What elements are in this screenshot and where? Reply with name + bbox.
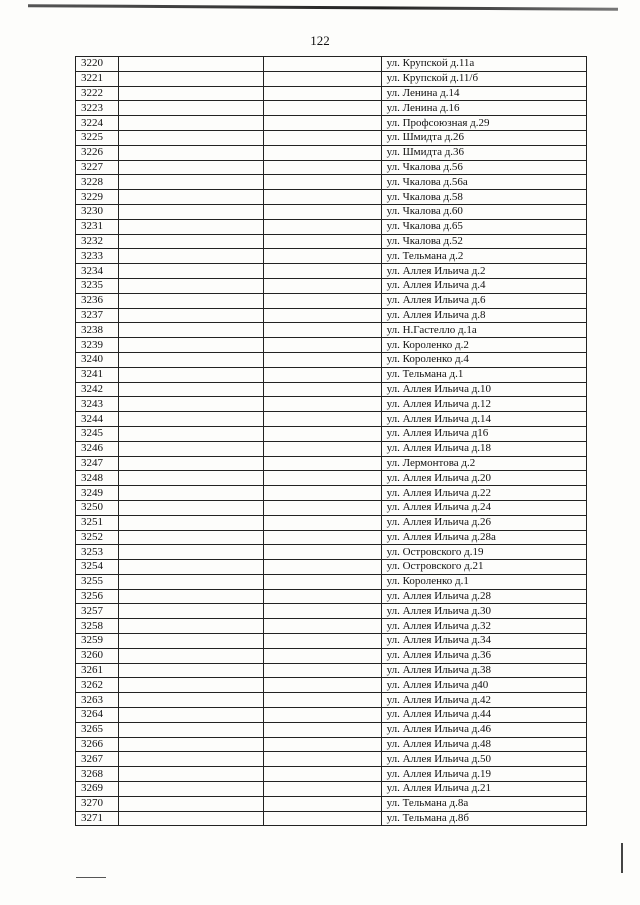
address-cell: ул. Аллея Ильича д.24 — [381, 500, 586, 515]
empty-cell — [119, 737, 264, 752]
empty-cell — [119, 500, 264, 515]
table-row — [76, 796, 587, 811]
table-row — [76, 737, 587, 752]
empty-cell — [119, 515, 264, 530]
empty-cell — [264, 204, 381, 219]
row-number-cell: 3268 — [76, 767, 119, 782]
address-cell: ул. Крупской д.11а — [381, 57, 586, 72]
table-row — [76, 367, 587, 382]
empty-cell — [119, 545, 264, 560]
row-number-cell: 3228 — [76, 175, 119, 190]
row-number-cell: 3233 — [76, 249, 119, 264]
empty-cell — [264, 352, 381, 367]
empty-cell — [264, 71, 381, 86]
empty-cell — [119, 752, 264, 767]
table-row — [76, 782, 587, 797]
empty-cell — [264, 737, 381, 752]
row-number-cell: 3232 — [76, 234, 119, 249]
empty-cell — [264, 486, 381, 501]
empty-cell — [119, 648, 264, 663]
empty-cell — [264, 293, 381, 308]
table-row — [76, 648, 587, 663]
table-row — [76, 752, 587, 767]
address-cell: ул. Профсоюзная д.29 — [381, 116, 586, 131]
address-cell: ул. Чкалова д.65 — [381, 219, 586, 234]
table-row — [76, 693, 587, 708]
empty-cell — [119, 308, 264, 323]
row-number-cell: 3264 — [76, 708, 119, 723]
empty-cell — [264, 574, 381, 589]
address-cell: ул. Аллея Ильича д.6 — [381, 293, 586, 308]
row-number-cell: 3252 — [76, 530, 119, 545]
row-number-cell: 3266 — [76, 737, 119, 752]
address-cell: ул. Чкалова д.56а — [381, 175, 586, 190]
empty-cell — [264, 145, 381, 160]
empty-cell — [264, 249, 381, 264]
table-row — [76, 130, 587, 145]
empty-cell — [119, 278, 264, 293]
empty-cell — [119, 811, 264, 826]
address-cell: ул. Аллея Ильича д.34 — [381, 634, 586, 649]
table-row — [76, 486, 587, 501]
row-number-cell: 3256 — [76, 589, 119, 604]
empty-cell — [264, 530, 381, 545]
empty-cell — [119, 397, 264, 412]
empty-cell — [119, 471, 264, 486]
empty-cell — [264, 722, 381, 737]
address-cell: ул. Крупской д.11/б — [381, 71, 586, 86]
empty-cell — [119, 352, 264, 367]
empty-cell — [119, 456, 264, 471]
empty-cell — [264, 308, 381, 323]
empty-cell — [119, 249, 264, 264]
row-number-cell: 3244 — [76, 412, 119, 427]
table-row — [76, 71, 587, 86]
address-cell: ул. Аллея Ильича д.42 — [381, 693, 586, 708]
empty-cell — [264, 456, 381, 471]
address-cell: ул. Аллея Ильича д.19 — [381, 767, 586, 782]
empty-cell — [264, 589, 381, 604]
row-number-cell: 3226 — [76, 145, 119, 160]
empty-cell — [264, 426, 381, 441]
row-number-cell: 3238 — [76, 323, 119, 338]
row-number-cell: 3271 — [76, 811, 119, 826]
address-cell: ул. Аллея Ильича д.32 — [381, 619, 586, 634]
empty-cell — [119, 530, 264, 545]
address-cell: ул. Аллея Ильича д.8 — [381, 308, 586, 323]
row-number-cell: 3261 — [76, 663, 119, 678]
empty-cell — [264, 796, 381, 811]
row-number-cell: 3263 — [76, 693, 119, 708]
address-cell: ул. Островского д.19 — [381, 545, 586, 560]
table-row — [76, 293, 587, 308]
row-number-cell: 3239 — [76, 338, 119, 353]
address-cell: ул. Аллея Ильича д.38 — [381, 663, 586, 678]
address-cell: ул. Шмидта д.26 — [381, 130, 586, 145]
table-row — [76, 722, 587, 737]
address-cell: ул. Аллея Ильича д.20 — [381, 471, 586, 486]
address-cell: ул. Тельмана д.1 — [381, 367, 586, 382]
table-row — [76, 545, 587, 560]
address-cell: ул. Аллея Ильича д.18 — [381, 441, 586, 456]
empty-cell — [119, 367, 264, 382]
empty-cell — [264, 619, 381, 634]
table-row — [76, 515, 587, 530]
address-cell: ул. Аллея Ильича д40 — [381, 678, 586, 693]
address-cell: ул. Чкалова д.56 — [381, 160, 586, 175]
scan-footer-mark — [76, 877, 106, 878]
empty-cell — [119, 426, 264, 441]
empty-cell — [119, 782, 264, 797]
empty-cell — [264, 634, 381, 649]
address-cell: ул. Островского д.21 — [381, 560, 586, 575]
row-number-cell: 3260 — [76, 648, 119, 663]
table-row — [76, 57, 587, 72]
empty-cell — [264, 441, 381, 456]
table-row — [76, 175, 587, 190]
address-cell: ул. Аллея Ильича д.10 — [381, 382, 586, 397]
row-number-cell: 3241 — [76, 367, 119, 382]
page-number: 122 — [310, 33, 330, 48]
address-cell: ул. Аллея Ильича д.46 — [381, 722, 586, 737]
empty-cell — [264, 175, 381, 190]
empty-cell — [264, 471, 381, 486]
empty-cell — [264, 752, 381, 767]
row-number-cell: 3248 — [76, 471, 119, 486]
empty-cell — [264, 560, 381, 575]
empty-cell — [264, 708, 381, 723]
table-row — [76, 338, 587, 353]
address-cell: ул. Аллея Ильича д.36 — [381, 648, 586, 663]
address-cell: ул. Короленко д.2 — [381, 338, 586, 353]
address-cell: ул. Аллея Ильича д16 — [381, 426, 586, 441]
empty-cell — [264, 190, 381, 205]
row-number-cell: 3234 — [76, 264, 119, 279]
empty-cell — [264, 160, 381, 175]
address-cell: ул. Аллея Ильича д.50 — [381, 752, 586, 767]
empty-cell — [264, 234, 381, 249]
row-number-cell: 3220 — [76, 57, 119, 72]
table-row — [76, 500, 587, 515]
empty-cell — [264, 219, 381, 234]
table-row — [76, 264, 587, 279]
empty-cell — [264, 412, 381, 427]
table-row — [76, 560, 587, 575]
row-number-cell: 3269 — [76, 782, 119, 797]
empty-cell — [119, 160, 264, 175]
empty-cell — [264, 811, 381, 826]
row-number-cell: 3251 — [76, 515, 119, 530]
address-cell: ул. Аллея Ильича д.28а — [381, 530, 586, 545]
address-cell: ул. Короленко д.4 — [381, 352, 586, 367]
row-number-cell: 3227 — [76, 160, 119, 175]
empty-cell — [119, 71, 264, 86]
empty-cell — [264, 338, 381, 353]
empty-cell — [119, 382, 264, 397]
row-number-cell: 3262 — [76, 678, 119, 693]
address-cell: ул. Ленина д.16 — [381, 101, 586, 116]
empty-cell — [119, 175, 264, 190]
address-cell: ул. Аллея Ильича д.30 — [381, 604, 586, 619]
empty-cell — [264, 663, 381, 678]
address-cell: ул. Аллея Ильича д.4 — [381, 278, 586, 293]
empty-cell — [264, 382, 381, 397]
empty-cell — [119, 619, 264, 634]
empty-cell — [119, 293, 264, 308]
table-row — [76, 352, 587, 367]
empty-cell — [264, 500, 381, 515]
address-cell: ул. Аллея Ильича д.14 — [381, 412, 586, 427]
row-number-cell: 3231 — [76, 219, 119, 234]
row-number-cell: 3221 — [76, 71, 119, 86]
empty-cell — [119, 767, 264, 782]
row-number-cell: 3242 — [76, 382, 119, 397]
empty-cell — [264, 515, 381, 530]
row-number-cell: 3250 — [76, 500, 119, 515]
empty-cell — [264, 116, 381, 131]
empty-cell — [119, 634, 264, 649]
table-row — [76, 767, 587, 782]
address-cell: ул. Аллея Ильича д.21 — [381, 782, 586, 797]
table-row — [76, 530, 587, 545]
empty-cell — [264, 693, 381, 708]
row-number-cell: 3270 — [76, 796, 119, 811]
empty-cell — [264, 323, 381, 338]
empty-cell — [119, 323, 264, 338]
empty-cell — [119, 693, 264, 708]
empty-cell — [119, 441, 264, 456]
empty-cell — [119, 796, 264, 811]
table-row — [76, 160, 587, 175]
row-number-cell: 3267 — [76, 752, 119, 767]
address-cell: ул. Н.Гастелло д.1а — [381, 323, 586, 338]
empty-cell — [119, 604, 264, 619]
address-cell: ул. Тельмана д.2 — [381, 249, 586, 264]
row-number-cell: 3259 — [76, 634, 119, 649]
row-number-cell: 3245 — [76, 426, 119, 441]
empty-cell — [119, 486, 264, 501]
empty-cell — [264, 57, 381, 72]
table-row — [76, 397, 587, 412]
table-row — [76, 619, 587, 634]
address-cell: ул. Шмидта д.36 — [381, 145, 586, 160]
address-cell: ул. Ленина д.14 — [381, 86, 586, 101]
empty-cell — [119, 219, 264, 234]
row-number-cell: 3223 — [76, 101, 119, 116]
row-number-cell: 3255 — [76, 574, 119, 589]
empty-cell — [119, 130, 264, 145]
row-number-cell: 3265 — [76, 722, 119, 737]
row-number-cell: 3246 — [76, 441, 119, 456]
row-number-cell: 3254 — [76, 560, 119, 575]
address-cell: ул. Аллея Ильича д.2 — [381, 264, 586, 279]
table-row — [76, 249, 587, 264]
address-cell: ул. Лермонтова д.2 — [381, 456, 586, 471]
scan-margin-mark — [621, 843, 623, 873]
empty-cell — [264, 130, 381, 145]
empty-cell — [264, 545, 381, 560]
table-row — [76, 382, 587, 397]
row-number-cell: 3253 — [76, 545, 119, 560]
address-cell: ул. Короленко д.1 — [381, 574, 586, 589]
table-row — [76, 426, 587, 441]
empty-cell — [119, 678, 264, 693]
empty-cell — [119, 663, 264, 678]
empty-cell — [119, 264, 264, 279]
empty-cell — [119, 145, 264, 160]
empty-cell — [264, 767, 381, 782]
row-number-cell: 3224 — [76, 116, 119, 131]
table-row — [76, 589, 587, 604]
table-row — [76, 234, 587, 249]
table-row — [76, 308, 587, 323]
address-cell: ул. Тельмана д.8б — [381, 811, 586, 826]
table-row — [76, 604, 587, 619]
empty-cell — [264, 397, 381, 412]
empty-cell — [264, 367, 381, 382]
empty-cell — [264, 604, 381, 619]
empty-cell — [119, 338, 264, 353]
row-number-cell: 3257 — [76, 604, 119, 619]
row-number-cell: 3249 — [76, 486, 119, 501]
address-cell: ул. Аллея Ильича д.44 — [381, 708, 586, 723]
table-row — [76, 708, 587, 723]
empty-cell — [119, 116, 264, 131]
table-row — [76, 278, 587, 293]
address-register-table — [75, 56, 587, 826]
empty-cell — [119, 190, 264, 205]
address-cell: ул. Аллея Ильича д.22 — [381, 486, 586, 501]
empty-cell — [119, 560, 264, 575]
empty-cell — [264, 678, 381, 693]
table-row — [76, 678, 587, 693]
row-number-cell: 3247 — [76, 456, 119, 471]
address-cell: ул. Чкалова д.52 — [381, 234, 586, 249]
table-row — [76, 574, 587, 589]
table-row — [76, 412, 587, 427]
table-row — [76, 190, 587, 205]
address-cell: ул. Чкалова д.60 — [381, 204, 586, 219]
address-cell: ул. Чкалова д.58 — [381, 190, 586, 205]
empty-cell — [264, 264, 381, 279]
empty-cell — [119, 86, 264, 101]
empty-cell — [119, 412, 264, 427]
address-cell: ул. Аллея Ильича д.26 — [381, 515, 586, 530]
table-row — [76, 86, 587, 101]
table-row — [76, 634, 587, 649]
address-cell: ул. Тельмана д.8а — [381, 796, 586, 811]
empty-cell — [119, 722, 264, 737]
empty-cell — [119, 708, 264, 723]
table-row — [76, 116, 587, 131]
row-number-cell: 3222 — [76, 86, 119, 101]
address-cell: ул. Аллея Ильича д.28 — [381, 589, 586, 604]
table-row — [76, 456, 587, 471]
row-number-cell: 3229 — [76, 190, 119, 205]
empty-cell — [119, 101, 264, 116]
row-number-cell: 3225 — [76, 130, 119, 145]
row-number-cell: 3240 — [76, 352, 119, 367]
table-row — [76, 441, 587, 456]
empty-cell — [264, 278, 381, 293]
table-row — [76, 471, 587, 486]
table-row — [76, 204, 587, 219]
empty-cell — [264, 86, 381, 101]
table-row — [76, 145, 587, 160]
table-row — [76, 219, 587, 234]
empty-cell — [119, 204, 264, 219]
scan-top-edge-line — [28, 4, 618, 11]
empty-cell — [119, 57, 264, 72]
empty-cell — [264, 782, 381, 797]
empty-cell — [264, 648, 381, 663]
table-row — [76, 811, 587, 826]
row-number-cell: 3237 — [76, 308, 119, 323]
empty-cell — [119, 574, 264, 589]
row-number-cell: 3236 — [76, 293, 119, 308]
table-row — [76, 663, 587, 678]
address-cell: ул. Аллея Ильича д.48 — [381, 737, 586, 752]
empty-cell — [264, 101, 381, 116]
empty-cell — [119, 234, 264, 249]
row-number-cell: 3258 — [76, 619, 119, 634]
row-number-cell: 3235 — [76, 278, 119, 293]
address-register-body — [76, 57, 587, 826]
row-number-cell: 3243 — [76, 397, 119, 412]
table-row — [76, 101, 587, 116]
table-row — [76, 323, 587, 338]
address-cell: ул. Аллея Ильича д.12 — [381, 397, 586, 412]
empty-cell — [119, 589, 264, 604]
row-number-cell: 3230 — [76, 204, 119, 219]
